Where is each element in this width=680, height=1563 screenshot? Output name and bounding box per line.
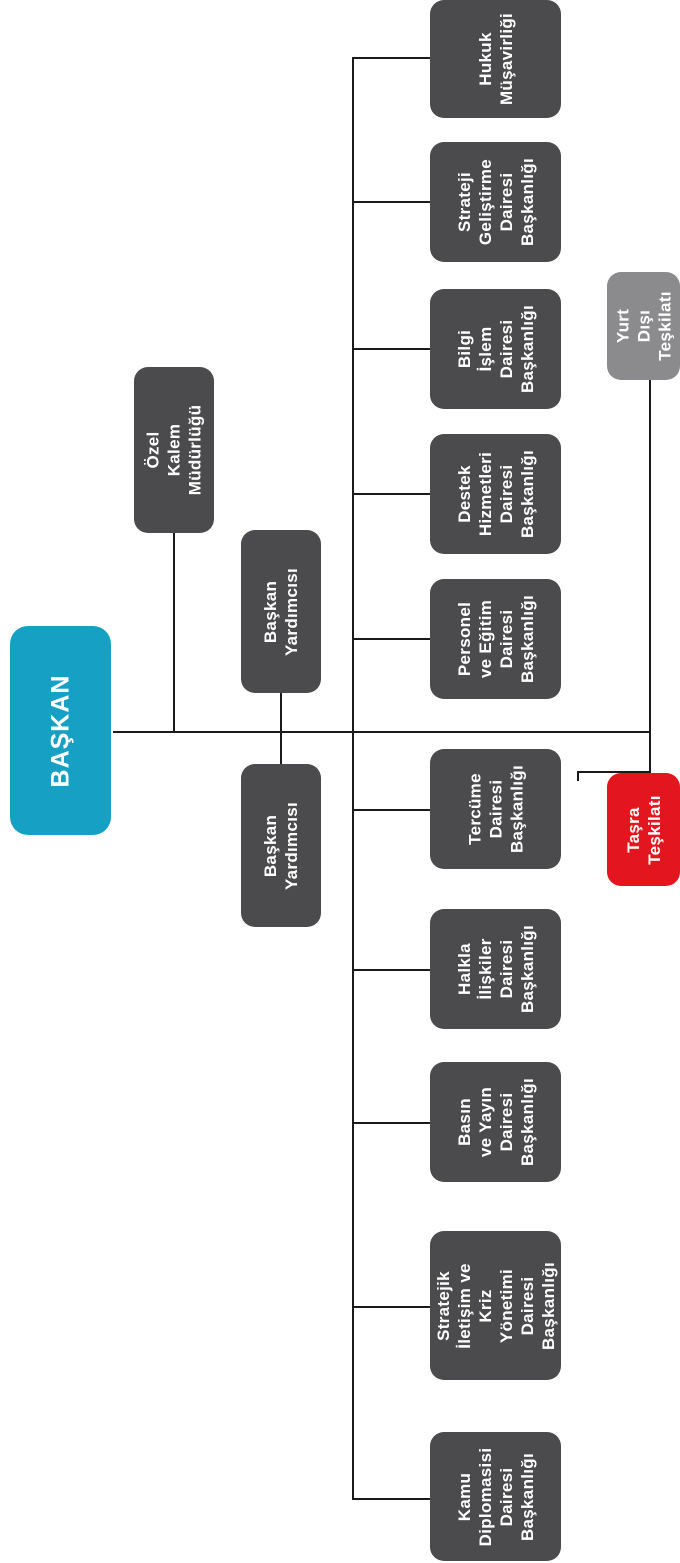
private-office-label: Özel Kalem Müdürlüğü [143, 404, 205, 496]
department-label: Hukuk Müşavirliği [475, 12, 516, 106]
private-office-box[interactable] [134, 367, 214, 533]
department-label: Strateji Geliştirme Dairesi Başkanlığı [454, 157, 537, 247]
vice-president-label: Başkan Yardımcısı [261, 567, 301, 656]
branch-line [352, 969, 430, 971]
vice-president-connector [280, 692, 282, 764]
branch-line [352, 493, 430, 495]
department-label: Destek Hizmetleri Dairesi Başkanlığı [454, 449, 537, 539]
department-box-translation[interactable] [430, 749, 561, 869]
vice-president-box[interactable] [241, 764, 321, 927]
department-label: Basın ve Yayın Dairesi Başkanlığı [454, 1077, 537, 1167]
provincial-organization-label: Taşra Teşkilatı [623, 794, 664, 865]
department-label: Personel ve Eğitim Dairesi Başkanlığı [454, 594, 537, 684]
department-label: Bilgi İşlem Dairesi Başkanlığı [454, 304, 537, 394]
department-label: Kamu Diplomasisi Dairesi Başkanlığı [454, 1447, 537, 1546]
president-label: BAŞKAN [46, 674, 74, 787]
department-box-information-technology[interactable] [430, 289, 561, 409]
branch-line [352, 201, 430, 203]
department-box-personnel-training[interactable] [430, 579, 561, 699]
department-box-strategic-communication[interactable] [430, 1231, 561, 1380]
department-box-strategy-development[interactable] [430, 142, 561, 262]
branch-line [352, 57, 430, 59]
vice-president-label: Başkan Yardımcısı [261, 801, 301, 890]
department-label: Halkla İlişkiler Dairesi Başkanlığı [454, 924, 537, 1014]
abroad-organization-label: Yurt Dışı Teşkilatı [613, 291, 674, 361]
abroad-organization-box[interactable] [607, 272, 680, 380]
main-horizontal-connector [113, 731, 650, 733]
department-label: Tercüme Dairesi Başkanlığı [465, 764, 526, 854]
department-box-public-relations[interactable] [430, 909, 561, 1029]
departments-bus-line [352, 58, 354, 1500]
provincial-connector [649, 731, 651, 772]
department-box-support-services[interactable] [430, 434, 561, 554]
private-office-connector [173, 533, 175, 732]
provincial-drop [577, 771, 579, 781]
branch-line [352, 809, 430, 811]
branch-line [352, 1498, 430, 1500]
department-label: Stratejik İletişim ve Kriz Yönetimi Dairesi Başkanlığı [433, 1261, 558, 1350]
department-box-public-diplomacy[interactable] [430, 1432, 561, 1561]
department-box-press-publication[interactable] [430, 1062, 561, 1182]
department-box-legal-counsel[interactable] [430, 0, 561, 118]
branch-line [352, 638, 430, 640]
branch-line [352, 348, 430, 350]
branch-line [352, 1306, 430, 1308]
vice-president-box[interactable] [241, 530, 321, 693]
provincial-organization-box[interactable] [607, 773, 680, 886]
branch-line [352, 1122, 430, 1124]
abroad-connector [649, 380, 651, 732]
president-box[interactable] [10, 626, 111, 835]
